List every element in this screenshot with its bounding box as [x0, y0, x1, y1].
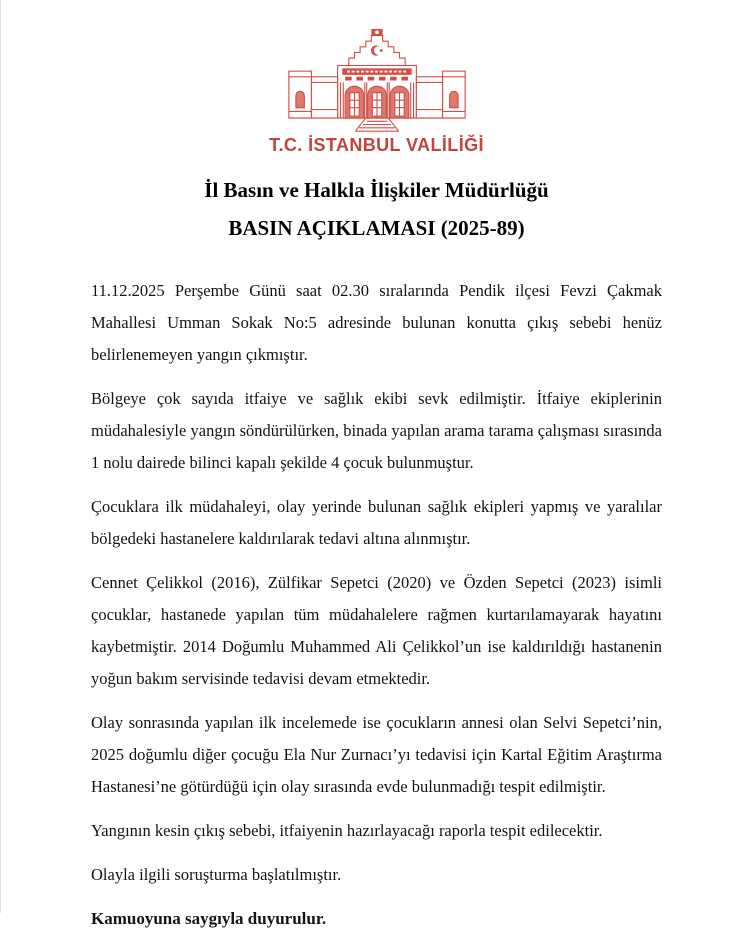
paragraph-7: Olayla ilgili soruşturma başlatılmıştır.: [91, 865, 342, 884]
paragraph-4: Cennet Çelikkol (2016), Zülfikar Sepetci (2020) ve Özden Sepetci (2023) isimli çocuklar, hastanede yapılan tüm müdahalelere rağmen kurtarılamayarak hayatını kaybetmiştir. 2014 Doğumlu Muhammed Ali Çelikkol’un ise kaldırıldığı hastanenin yoğun bakım servisinde tedavisi devam etmektedir.: [91, 573, 662, 688]
paragraph-6: Yangının kesin çıkış sebebi, itfaiyenin hazırlayacağı raporla tespit edilecektir.: [91, 821, 603, 840]
department-title: İl Basın ve Halkla İlişkiler Müdürlüğü: [204, 178, 549, 202]
press-release-title: BASIN AÇIKLAMASI (2025-89): [228, 216, 525, 240]
paragraph-2: Bölgeye çok sayıda itfaiye ve sağlık ekibi sevk edilmiştir. İtfaiye ekiplerinin müdahalesiyle yangın söndürülürken, binada yapılan arama tarama çalışması sırasında 1 nolu dairede bilinci kapalı şekilde 4 çocuk bulunmuştur.: [91, 389, 662, 472]
document-header: [91, 178, 662, 241]
paragraph-3: Çocuklara ilk müdahaleyi, olay yerinde bulunan sağlık ekipleri yapmış ve yaralılar bölgedeki hastanelere kaldırılarak tedavi altına alınmıştır.: [91, 497, 662, 548]
document-body: [91, 275, 662, 935]
logo-caption: T.C. İSTANBUL VALİLİĞİ: [269, 135, 484, 155]
closing-statement: Kamuoyuna saygıyla duyurulur.: [91, 909, 327, 928]
governorship-building-icon: [283, 28, 471, 133]
logo: [91, 28, 662, 156]
paragraph-5: Olay sonrasında yapılan ilk incelemede ise çocukların annesi olan Selvi Sepetci’nin, 2025 doğumlu diğer çocuğu Ela Nur Zurnacı’yı tedavisi için Kartal Eğitim Araştırma Hastanesi’ne götürdüğü için olay sırasında evde bulunmadığı tespit edilmiştir.: [91, 713, 662, 796]
paragraph-1: 11.12.2025 Perşembe Günü saat 02.30 sıralarında Pendik ilçesi Fevzi Çakmak Mahallesi Umman Sokak No:5 adresinde bulunan konutta çıkış sebebi henüz belirlenemeyen yangın çıkmıştır.: [91, 281, 662, 364]
